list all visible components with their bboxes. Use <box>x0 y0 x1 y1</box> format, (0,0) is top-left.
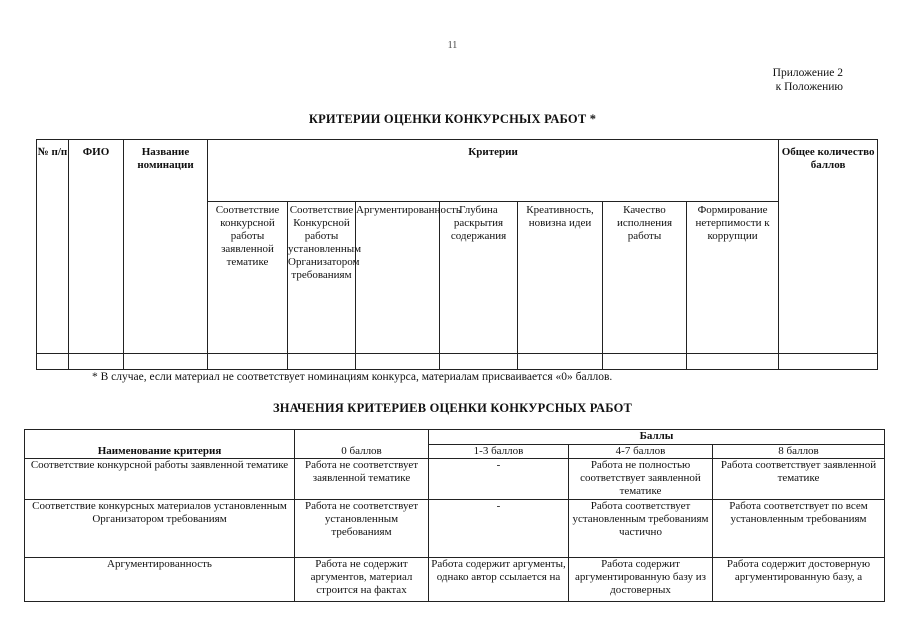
col-total-header: Общее количество баллов <box>779 140 878 354</box>
row-name: Аргументированность <box>25 558 295 602</box>
col-fio-header: ФИО <box>69 140 124 354</box>
table-row-empty <box>37 354 878 370</box>
row-value-0: Работа не содержит аргументов, материал строится на фактах <box>295 558 429 602</box>
criterion-7: Формирование нетерпимости к коррупции <box>687 202 779 354</box>
row-value-3: Работа соответствует заявленной тематике <box>713 459 885 500</box>
row-value-0: Работа не соответствует установленным требованиям <box>295 500 429 558</box>
level-2: 4-7 баллов <box>569 445 713 459</box>
appendix-line-1: Приложение 2 <box>772 67 843 79</box>
row-value-0: Работа не соответствует заявленной тематике <box>295 459 429 500</box>
col-criteria-header: Критерии <box>208 140 779 202</box>
table-row <box>25 500 885 558</box>
row-value-2: Работа соответствует установленным требованиям частично <box>569 500 713 558</box>
page-number: 11 <box>447 40 458 51</box>
criterion-4: Глубина раскрытия содержания <box>440 202 518 354</box>
table-row <box>25 558 885 602</box>
level-0: 0 баллов <box>295 445 429 459</box>
table-row <box>25 459 885 500</box>
row-value-1: - <box>429 500 569 558</box>
col-nomination-header: Название номинации <box>124 140 208 354</box>
values-title: ЗНАЧЕНИЯ КРИТЕРИЕВ ОЦЕНКИ КОНКУРСНЫХ РАБОТ <box>272 401 633 415</box>
appendix-line-2: к Положению <box>775 81 843 93</box>
row-value-1: - <box>429 459 569 500</box>
footnote: * В случае, если материал не соответствует номинациям конкурса, материалам присваивается «0» баллов. <box>92 371 613 383</box>
row-value-3: Работа соответствует по всем установленным требованиям <box>713 500 885 558</box>
criterion-1: Соответствие конкурсной работы заявленной тематике <box>208 202 288 354</box>
level-1: 1-3 баллов <box>429 445 569 459</box>
criterion-5: Креативность, новизна идеи <box>518 202 603 354</box>
values-table <box>24 429 885 602</box>
col-name-header: Наименование критерия <box>25 430 295 459</box>
row-name: Соответствие конкурсной работы заявленной тематике <box>25 459 295 500</box>
criteria-title: КРИТЕРИИ ОЦЕНКИ КОНКУРСНЫХ РАБОТ * <box>308 112 597 126</box>
level-3: 8 баллов <box>713 445 885 459</box>
criteria-table <box>36 139 878 370</box>
appendix-note <box>773 66 843 94</box>
row-name: Соответствие конкурсных материалов установленным Организатором требованиям <box>25 500 295 558</box>
criterion-2: Соответствие Конкурсной работы установленным Организатором требованиям <box>288 202 356 354</box>
criterion-3: Аргументированность <box>356 202 440 354</box>
row-value-2: Работа не полностью соответствует заявленной тематике <box>569 459 713 500</box>
row-value-3: Работа содержит достоверную аргументированную базу, а <box>713 558 885 602</box>
row-value-1: Работа содержит аргументы, однако автор ссылается на <box>429 558 569 602</box>
col-points-header: Баллы <box>429 430 885 445</box>
criterion-6: Качество исполнения работы <box>603 202 687 354</box>
col-number-header: № п/п <box>37 140 69 354</box>
row-value-2: Работа содержит аргументированную базу из достоверных <box>569 558 713 602</box>
